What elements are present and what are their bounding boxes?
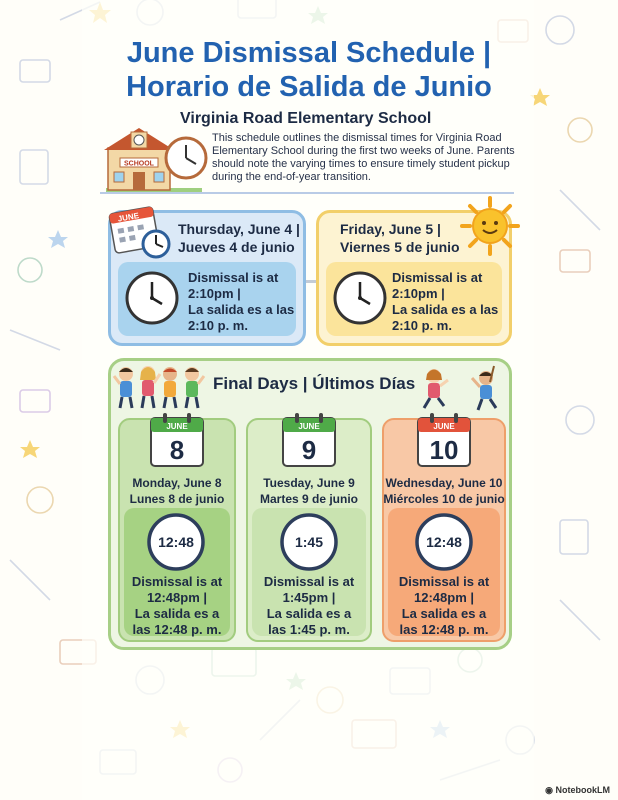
june-9-dismissal-line-1: Dismissal is at <box>263 574 355 589</box>
doodle-book-icon <box>560 250 590 272</box>
june-8-dismissal-line-1: Dismissal is at <box>131 574 223 589</box>
friday-title-en: Friday, June 5 | <box>340 221 441 237</box>
school-sign: SCHOOL <box>124 160 154 168</box>
doodle-clock-icon <box>27 487 53 513</box>
doodle-star-icon <box>20 440 40 458</box>
june-10-dismissal-text <box>382 574 506 638</box>
friday-dismissal-line-3: La salida es a las <box>392 302 499 317</box>
doodle-book-icon <box>20 60 50 82</box>
school-building-icon <box>100 118 208 196</box>
calendar-icon <box>147 410 207 470</box>
doodle-book-icon <box>20 150 48 184</box>
doodle-clock-icon <box>18 258 42 282</box>
clock-time-label: 12:48 <box>426 534 462 550</box>
june-8-dismissal-line-3: La salida es a <box>134 606 220 621</box>
june-10-dismissal-line-1: Dismissal is at <box>398 574 490 589</box>
thursday-heading <box>178 220 300 256</box>
june-8-title-en: Monday, June 8 <box>132 476 222 490</box>
thursday-dismissal-line-1: Dismissal is at <box>188 270 279 285</box>
doodle-pencil-icon <box>10 330 60 350</box>
friday-title-es: Viernes 5 de junio <box>340 239 460 255</box>
thursday-dismissal-line-4: 2:10 p. m. <box>188 318 248 333</box>
page-title-line-1: June Dismissal Schedule | <box>126 37 492 69</box>
doodle-clock-icon <box>568 118 592 142</box>
friday-dismissal-line-2: 2:10pm | <box>392 286 445 301</box>
calendar-icon <box>279 410 339 470</box>
june-10-heading <box>382 475 506 507</box>
june-10-title-en: Wednesday, June 10 <box>385 476 503 490</box>
calendar-day-number: 8 <box>169 435 185 465</box>
june-9-dismissal-line-4: las 1:45 p. m. <box>268 622 350 637</box>
june-8-dismissal-line-4: las 12:48 p. m. <box>132 622 222 637</box>
june-10-dismissal-line-4: las 12:48 p. m. <box>399 622 489 637</box>
calendar-month-label: JUNE <box>298 422 320 431</box>
june-9-dismissal-line-3: La salida es a <box>266 606 352 621</box>
doodle-pencil-icon <box>560 190 600 230</box>
june-8-dismissal-text <box>118 574 236 638</box>
brand-watermark <box>545 785 610 796</box>
doodle-clock-icon <box>546 16 574 44</box>
doodle-pencil-icon <box>560 600 600 640</box>
calendar-month-label: JUNE <box>117 210 140 224</box>
june-9-dismissal-line-2: 1:45pm | <box>282 590 336 605</box>
children-illustration-icon <box>414 364 510 412</box>
calendar-day-number: 9 <box>301 435 317 465</box>
digital-clock-icon <box>143 512 209 572</box>
clock-icon <box>124 270 180 326</box>
calendar-day-number: 10 <box>429 435 459 465</box>
june-8-heading <box>118 475 236 507</box>
school-name: Virginia Road Elementary School <box>180 110 432 127</box>
june-9-title-es: Martes 9 de junio <box>259 492 359 506</box>
doodle-clock-icon <box>566 406 594 434</box>
page-title <box>95 36 523 104</box>
doodle-star-icon <box>48 230 68 248</box>
june-9-title-en: Tuesday, June 9 <box>263 476 355 490</box>
doodle-pencil-icon <box>10 560 50 600</box>
clock-time-label: 12:48 <box>158 534 194 550</box>
friday-dismissal-text <box>392 270 498 334</box>
friday-dismissal-line-1: Dismissal is at <box>392 270 483 285</box>
intro-paragraph: This schedule outlines the dismissal times for Virginia Road Elementary School during the first two weeks of June. Parents should note the varying times to ensure timely student pickup during the end-of-year transition. <box>212 132 515 183</box>
page-title-line-2: Horario de Salida de Junio <box>126 71 492 103</box>
sun-icon <box>460 196 520 256</box>
june-9-heading <box>246 475 372 507</box>
june-8-title-es: Lunes 8 de junio <box>129 492 225 506</box>
children-illustration-icon <box>112 362 206 412</box>
calendar-icon <box>414 410 474 470</box>
calendar-month-label: JUNE <box>433 422 455 431</box>
june-10-dismissal-line-3: La salida es a <box>401 606 487 621</box>
brand-label: NotebookLM <box>555 785 610 795</box>
june-9-dismissal-text <box>246 574 372 638</box>
final-days-title: Final Days | Últimos Días <box>213 374 416 393</box>
section-divider <box>100 192 514 194</box>
thursday-dismissal-text <box>188 270 294 334</box>
june-8-dismissal-line-2: 12:48pm | <box>147 590 207 605</box>
doodle-book-icon <box>20 390 50 412</box>
doodle-book-icon <box>560 520 588 554</box>
thursday-title-en: Thursday, June 4 | <box>178 221 300 237</box>
digital-clock-icon <box>276 512 342 572</box>
clock-icon <box>332 270 388 326</box>
june-10-title-es: Miércoles 10 de junio <box>383 492 505 506</box>
thursday-title-es: Jueves 4 de junio <box>178 239 295 255</box>
calendar-clock-icon <box>108 204 172 260</box>
digital-clock-icon <box>411 512 477 572</box>
calendar-month-label: JUNE <box>166 422 188 431</box>
friday-dismissal-line-4: 2:10 p. m. <box>392 318 452 333</box>
clock-time-label: 1:45 <box>294 534 324 550</box>
brand-logo-icon: ◉ <box>545 785 553 795</box>
thursday-dismissal-line-2: 2:10pm | <box>188 286 241 301</box>
friday-heading <box>340 220 460 256</box>
thursday-dismissal-line-3: La salida es a las <box>188 302 295 317</box>
june-10-dismissal-line-2: 12:48pm | <box>414 590 474 605</box>
